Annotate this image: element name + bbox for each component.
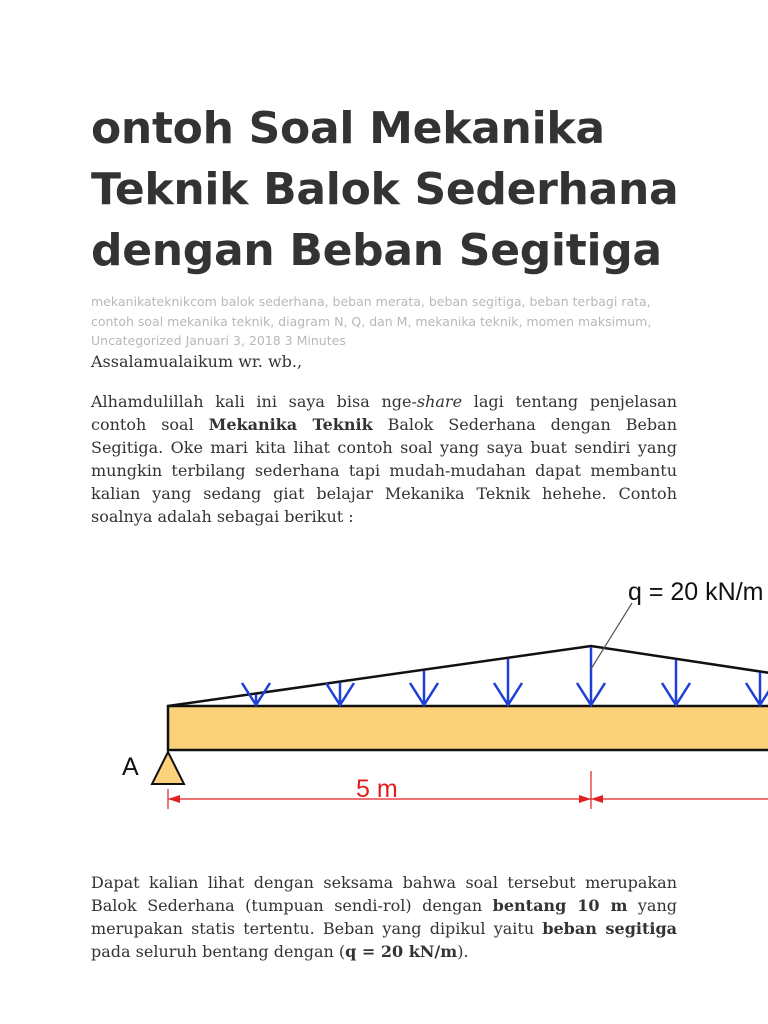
dimension-arrow-mid-right (591, 795, 603, 803)
intro-text-2: lagi tentang penjelasan contoh soal (91, 392, 678, 434)
closing-bold-2: beban segitiga (542, 919, 677, 938)
support-label: A (122, 753, 139, 781)
intro-text-1: Alhamdulillah kali ini saya bisa nge- (91, 392, 417, 411)
triangular-load-outline (168, 646, 768, 706)
beam-diagram-svg (0, 555, 768, 845)
span-dimension (168, 771, 768, 809)
page-title: ontoh Soal Mekanika Teknik Balok Sederhana dengan Beban Segitiga (91, 103, 679, 276)
intro-paragraph (91, 390, 677, 528)
beam-diagram (0, 555, 768, 845)
load-arrows (242, 647, 768, 705)
closing-paragraph (91, 871, 677, 963)
dimension-arrow-left (168, 795, 180, 803)
intro-italic: share (416, 392, 463, 411)
closing-bold-3: q = 20 kN/m (345, 942, 458, 961)
closing-text-3: pada seluruh bentang dengan ( (91, 942, 346, 961)
closing-text-4: ). (457, 942, 469, 961)
post-author-link[interactable]: mekanikateknikcom (91, 294, 217, 309)
post-tags[interactable]: balok sederhana, beban merata, beban segitiga, beban terbagi rata, contoh soal mekanika teknik, diagram N, Q, dan M, mekanika teknik, momen maksimum, (91, 294, 652, 329)
post-date: Januari 3, 2018 (185, 333, 281, 348)
intro-text-3: Balok Sederhana dengan Beban Segitiga. Oke mari kita lihat contoh soal yang saya buat sendiri yang mungkin terbilang sederhana tapi mudah-mudahan dapat membantu kalian yang sedang giat belajar Mekanika Teknik hehehe. Contoh soalnya adalah sebagai berikut : (91, 415, 678, 526)
load-leader-line (591, 603, 632, 669)
closing-bold-1: bentang 10 m (492, 896, 628, 915)
beam (168, 706, 768, 750)
support-a (152, 752, 184, 784)
load-arrow-head (746, 683, 768, 705)
closing-text-2: yang merupakan statis tertentu. Beban yang dipikul yaitu (91, 896, 677, 938)
closing-text-1: Dapat kalian lihat dengan seksama bahwa soal tersebut merupakan Balok Sederhana (tumpuan sendi-rol) dengan (91, 873, 677, 915)
post-category-link[interactable]: Uncategorized (91, 333, 182, 348)
post-meta (91, 292, 677, 351)
dimension-arrow-mid-left (579, 795, 591, 803)
span-label: 5 m (356, 775, 398, 803)
intro-bold: Mekanika Teknik (208, 415, 373, 434)
greeting-paragraph: Assalamualaikum wr. wb., (91, 352, 303, 371)
load-label: q = 20 kN/m (628, 578, 764, 606)
post-read-time: 3 Minutes (284, 333, 346, 348)
